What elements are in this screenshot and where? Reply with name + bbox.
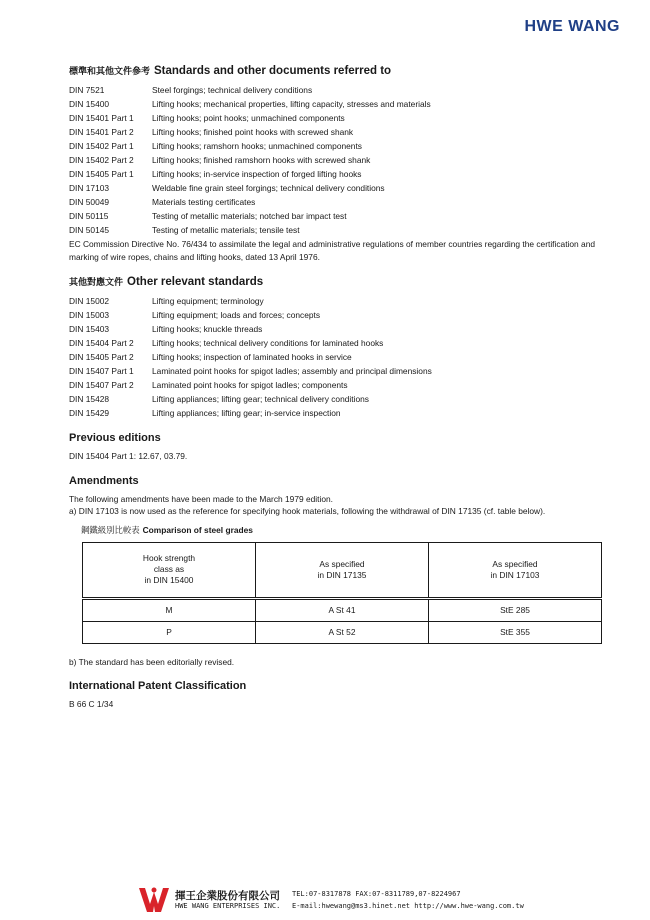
reference-code: DIN 15404 Part 2 <box>69 338 134 348</box>
other-standards-heading <box>69 275 604 288</box>
reference-description: Lifting hooks; in-service inspection of forged lifting hooks <box>152 169 362 179</box>
table-cell: StE 285 <box>429 598 602 621</box>
table-header-cell <box>83 542 256 598</box>
amendments-intro: The following amendments have been made to the March 1979 edition. <box>69 493 333 504</box>
reference-description: Lifting hooks; point hooks; unmachined components <box>152 113 345 123</box>
reference-description: Lifting hooks; ramshorn hooks; unmachined components <box>152 141 362 151</box>
reference-row <box>69 308 604 322</box>
reference-description: Testing of metallic materials; tensile test <box>152 225 300 235</box>
reference-row <box>69 125 604 139</box>
reference-row <box>69 195 604 209</box>
reference-description: Laminated point hooks for spigot ladles; assembly and principal dimensions <box>152 366 432 376</box>
reference-code: DIN 15402 Part 2 <box>69 155 134 165</box>
table-header-row <box>83 542 602 598</box>
reference-code: DIN 15401 Part 2 <box>69 127 134 137</box>
steel-grades-table <box>82 542 602 644</box>
table-cell: A St 41 <box>256 598 429 621</box>
table-title-cn: 鋼鐵級別比較表 <box>81 524 140 535</box>
reference-description: Lifting hooks; inspection of laminated hooks in service <box>152 352 352 362</box>
header-line: in DIN 15400 <box>144 575 194 585</box>
reference-description: Laminated point hooks for spigot ladles; components <box>152 380 348 390</box>
reference-description: Lifting hooks; finished ramshorn hooks with screwed shank <box>152 155 371 165</box>
ec-directive-note: EC Commission Directive No. 76/434 to assimilate the legal and administrative regulations of member countries regarding the certification and marking of wire ropes, chains and lifting hooks, dated 13 April 1976. <box>69 239 596 262</box>
ipc-code: B 66 C 1/34 <box>69 699 114 709</box>
reference-row <box>69 223 604 237</box>
document-body <box>69 64 604 711</box>
reference-code: DIN 50145 <box>69 225 110 235</box>
reference-code: DIN 15428 <box>69 394 110 404</box>
reference-code: DIN 15405 Part 1 <box>69 169 134 179</box>
reference-code: DIN 15405 Part 2 <box>69 352 134 362</box>
table-body <box>83 598 602 643</box>
brand-logo-text: HWE WANG <box>524 18 620 35</box>
previous-editions-heading: Previous editions <box>69 432 161 444</box>
reference-row <box>69 294 604 308</box>
reference-row <box>69 364 604 378</box>
reference-row <box>69 378 604 392</box>
other-heading-cn: 其他對應文件 <box>69 278 124 288</box>
header-line: in DIN 17135 <box>317 569 367 580</box>
reference-description: Materials testing certificates <box>152 197 256 207</box>
reference-description: Lifting hooks; technical delivery conditions for laminated hooks <box>152 338 384 348</box>
ipc-heading: International Patent Classification <box>69 680 247 692</box>
reference-row <box>69 83 604 97</box>
page-footer <box>137 884 557 914</box>
hwe-wang-logo-icon <box>137 884 171 914</box>
reference-row <box>69 209 604 223</box>
table-header-cell <box>256 542 429 598</box>
amendment-item-a: a) DIN 17103 is now used as the reference for specifying hook materials, following the withdrawal of DIN 17135 (cf. table below). <box>69 506 546 516</box>
footer-email-web: E-mail:hwewang@ms3.hinet.net http://www.hwe-wang.com.tw <box>292 902 524 910</box>
reference-row <box>69 139 604 153</box>
reference-code: DIN 15402 Part 1 <box>69 141 134 151</box>
header-line: class as <box>153 564 185 574</box>
reference-code: DIN 15429 <box>69 408 110 418</box>
reference-code: DIN 17103 <box>69 183 110 193</box>
reference-code: DIN 15003 <box>69 310 110 320</box>
reference-code: DIN 15407 Part 1 <box>69 366 134 376</box>
reference-code: DIN 50115 <box>69 211 109 221</box>
reference-description: Lifting appliances; lifting gear; in-service inspection <box>152 408 341 418</box>
header-line: As specified <box>492 558 538 569</box>
reference-description: Lifting hooks; knuckle threads <box>152 324 263 334</box>
reference-description: Lifting hooks; finished point hooks with screwed shank <box>152 127 354 137</box>
table-cell: A St 52 <box>256 621 429 643</box>
table-title-en: Comparison of steel grades <box>142 524 253 535</box>
table-header-cell <box>429 542 602 598</box>
reference-description: Testing of metallic materials; notched bar impact test <box>152 211 347 221</box>
other-heading-en: Other relevant standards <box>127 276 264 288</box>
reference-description: Lifting hooks; mechanical properties, lifting capacity, stresses and materials <box>152 99 431 109</box>
footer-company-cn: 揮王企業股份有限公司 <box>175 890 280 902</box>
amendment-item-b: b) The standard has been editorially revised. <box>69 656 235 667</box>
standards-heading-en: Standards and other documents referred to <box>154 65 392 77</box>
reference-row <box>69 111 604 125</box>
standards-heading-cn: 標準和其他文件參考 <box>69 67 151 77</box>
reference-code: DIN 15407 Part 2 <box>69 380 134 390</box>
reference-row <box>69 336 604 350</box>
reference-row <box>69 153 604 167</box>
reference-code: DIN 15002 <box>69 296 110 306</box>
reference-row <box>69 181 604 195</box>
table-cell: P <box>83 621 256 643</box>
steel-grades-table-title <box>81 524 604 536</box>
table-row <box>83 598 602 621</box>
reference-code: DIN 7521 <box>69 85 105 95</box>
header-line: in DIN 17103 <box>490 569 540 580</box>
reference-description: Lifting equipment; terminology <box>152 296 264 306</box>
reference-row <box>69 97 604 111</box>
reference-row <box>69 167 604 181</box>
standards-list <box>69 83 604 237</box>
reference-row <box>69 406 604 420</box>
reference-row <box>69 322 604 336</box>
reference-row <box>69 392 604 406</box>
reference-description: Lifting appliances; lifting gear; technical delivery conditions <box>152 394 369 404</box>
reference-code: DIN 15401 Part 1 <box>69 113 134 123</box>
header-line: Hook strength <box>142 553 196 563</box>
reference-code: DIN 50049 <box>69 197 110 207</box>
reference-code: DIN 15403 <box>69 324 110 334</box>
reference-description: Lifting equipment; loads and forces; concepts <box>152 310 321 320</box>
amendments-heading: Amendments <box>69 474 139 487</box>
table-cell: StE 355 <box>429 621 602 643</box>
header-line: As specified <box>319 558 365 569</box>
reference-row <box>69 350 604 364</box>
other-standards-list <box>69 294 604 420</box>
table-row <box>83 621 602 643</box>
footer-tel-fax: TEL:07-8317878 FAX:07-8311789,07-8224967 <box>292 890 461 898</box>
previous-editions-text: DIN 15404 Part 1: 12.67, 03.79. <box>69 451 188 461</box>
standards-heading <box>69 64 604 77</box>
reference-code: DIN 15400 <box>69 99 110 109</box>
reference-description: Steel forgings; technical delivery conditions <box>152 85 313 95</box>
footer-company-en: HWE WANG ENTERPRISES INC. <box>175 902 281 910</box>
reference-description: Weldable fine grain steel forgings; technical delivery conditions <box>152 183 385 193</box>
table-cell: M <box>83 598 256 621</box>
